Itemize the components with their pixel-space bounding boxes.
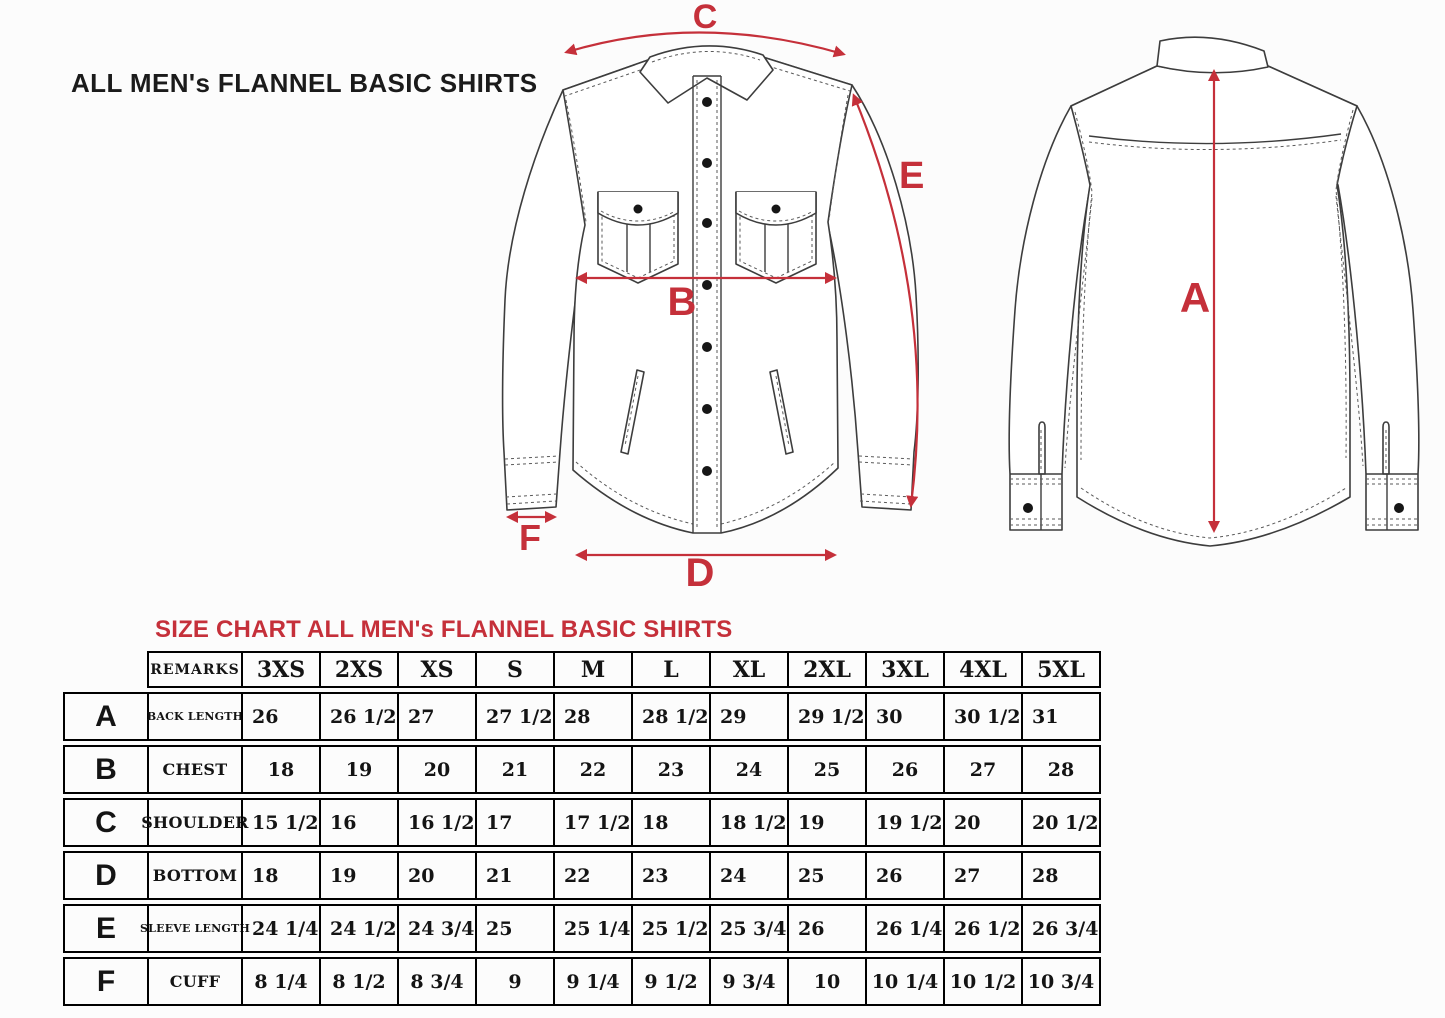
size-column-header-m: M [553, 651, 633, 688]
measurement-label-B: B [667, 280, 697, 324]
size-column-header-2xs: 2XS [319, 651, 399, 688]
measurement-label-E: E [899, 155, 925, 197]
size-value-cell: 25 3/4 [709, 904, 789, 953]
size-column-header-4xl: 4XL [943, 651, 1023, 688]
row-letter-cell: B [63, 745, 149, 794]
size-value-cell: 10 1/4 [865, 957, 945, 1006]
size-value-cell: 20 1/2 [1021, 798, 1101, 847]
row-letter-cell: E [63, 904, 149, 953]
size-value-cell: 26 1/2 [943, 904, 1023, 953]
size-value-cell: 31 [1021, 692, 1101, 741]
size-value-cell: 28 [1021, 851, 1101, 900]
size-value-cell: 24 1/4 [241, 904, 321, 953]
row-letter-cell: A [63, 692, 149, 741]
size-row-b [63, 745, 1101, 794]
size-value-cell: 18 1/2 [709, 798, 789, 847]
size-value-cell: 10 3/4 [1021, 957, 1101, 1006]
size-value-cell: 19 [787, 798, 867, 847]
size-value-cell: 27 [943, 745, 1023, 794]
size-column-header-2xl: 2XL [787, 651, 867, 688]
size-value-cell: 10 1/2 [943, 957, 1023, 1006]
size-value-cell: 30 1/2 [943, 692, 1023, 741]
row-letter-cell: C [63, 798, 149, 847]
row-remark-cell: SHOULDER [147, 798, 243, 847]
remarks-header-cell: REMARKS [147, 651, 243, 688]
shirt-back-diagram [995, 20, 1440, 560]
size-value-cell: 24 3/4 [397, 904, 477, 953]
size-value-cell: 20 [397, 851, 477, 900]
size-value-cell: 19 [319, 745, 399, 794]
size-column-header-xs: XS [397, 651, 477, 688]
size-value-cell: 18 [241, 745, 321, 794]
size-table-header [147, 651, 1101, 688]
size-value-cell: 29 1/2 [787, 692, 867, 741]
size-value-cell: 26 [787, 904, 867, 953]
size-value-cell: 9 1/4 [553, 957, 633, 1006]
size-value-cell: 28 [1021, 745, 1101, 794]
size-value-cell: 18 [631, 798, 711, 847]
size-value-cell: 27 [397, 692, 477, 741]
size-row-d [63, 851, 1101, 900]
measurement-label-D: D [685, 551, 715, 595]
row-remark-cell: SLEEVE LENGTH [147, 904, 243, 953]
page-title: ALL MEN's FLANNEL BASIC SHIRTS [71, 68, 538, 98]
row-remark-cell: CUFF [147, 957, 243, 1006]
size-value-cell: 9 [475, 957, 555, 1006]
size-value-cell: 18 [241, 851, 321, 900]
size-column-header-l: L [631, 651, 711, 688]
size-chart-table [63, 651, 1101, 1006]
size-value-cell: 21 [475, 851, 555, 900]
size-value-cell: 24 [709, 851, 789, 900]
row-letter-cell: D [63, 851, 149, 900]
size-value-cell: 8 3/4 [397, 957, 477, 1006]
size-value-cell: 9 3/4 [709, 957, 789, 1006]
size-value-cell: 24 [709, 745, 789, 794]
size-value-cell: 25 [787, 851, 867, 900]
size-value-cell: 23 [631, 851, 711, 900]
size-value-cell: 28 1/2 [631, 692, 711, 741]
size-column-header-3xs: 3XS [241, 651, 321, 688]
size-value-cell: 26 1/4 [865, 904, 945, 953]
size-table-rows [63, 692, 1101, 1006]
size-value-cell: 28 [553, 692, 633, 741]
front-left-pocket [598, 192, 678, 283]
size-value-cell: 17 [475, 798, 555, 847]
size-value-cell: 26 3/4 [1021, 904, 1101, 953]
size-value-cell: 26 [865, 851, 945, 900]
size-chart-title: SIZE CHART ALL MEN's FLANNEL BASIC SHIRTS [155, 616, 733, 643]
size-row-f [63, 957, 1101, 1006]
size-value-cell: 30 [865, 692, 945, 741]
size-value-cell: 8 1/2 [319, 957, 399, 1006]
size-column-header-5xl: 5XL [1021, 651, 1101, 688]
size-value-cell: 25 [475, 904, 555, 953]
size-value-cell: 26 [865, 745, 945, 794]
size-value-cell: 15 1/2 [241, 798, 321, 847]
size-value-cell: 25 1/2 [631, 904, 711, 953]
row-remark-cell: CHEST [147, 745, 243, 794]
size-value-cell: 22 [553, 851, 633, 900]
size-value-cell: 25 [787, 745, 867, 794]
size-value-cell: 26 1/2 [319, 692, 399, 741]
size-value-cell: 10 [787, 957, 867, 1006]
size-value-cell: 23 [631, 745, 711, 794]
size-value-cell: 20 [397, 745, 477, 794]
size-column-header-s: S [475, 651, 555, 688]
row-remark-cell: BACK LENGTH [147, 692, 243, 741]
size-row-c [63, 798, 1101, 847]
size-column-header-xl: XL [709, 651, 789, 688]
measurement-label-A: A [1179, 274, 1211, 321]
size-row-a [63, 692, 1101, 741]
size-value-cell: 24 1/2 [319, 904, 399, 953]
size-row-e [63, 904, 1101, 953]
size-value-cell: 26 [241, 692, 321, 741]
size-value-cell: 9 1/2 [631, 957, 711, 1006]
measurement-label-F: F [519, 517, 541, 558]
measurement-label-C: C [692, 0, 718, 36]
size-value-cell: 17 1/2 [553, 798, 633, 847]
size-value-cell: 25 1/4 [553, 904, 633, 953]
size-column-header-3xl: 3XL [865, 651, 945, 688]
size-value-cell: 22 [553, 745, 633, 794]
size-value-cell: 20 [943, 798, 1023, 847]
size-value-cell: 19 1/2 [865, 798, 945, 847]
front-right-pocket [736, 192, 816, 283]
size-value-cell: 29 [709, 692, 789, 741]
size-value-cell: 27 1/2 [475, 692, 555, 741]
row-letter-cell: F [63, 957, 149, 1006]
size-value-cell: 8 1/4 [241, 957, 321, 1006]
row-remark-cell: BOTTOM [147, 851, 243, 900]
shirt-front-diagram [490, 0, 960, 600]
size-value-cell: 16 1/2 [397, 798, 477, 847]
size-value-cell: 21 [475, 745, 555, 794]
size-value-cell: 27 [943, 851, 1023, 900]
size-value-cell: 19 [319, 851, 399, 900]
size-value-cell: 16 [319, 798, 399, 847]
back-collar [1157, 37, 1268, 73]
